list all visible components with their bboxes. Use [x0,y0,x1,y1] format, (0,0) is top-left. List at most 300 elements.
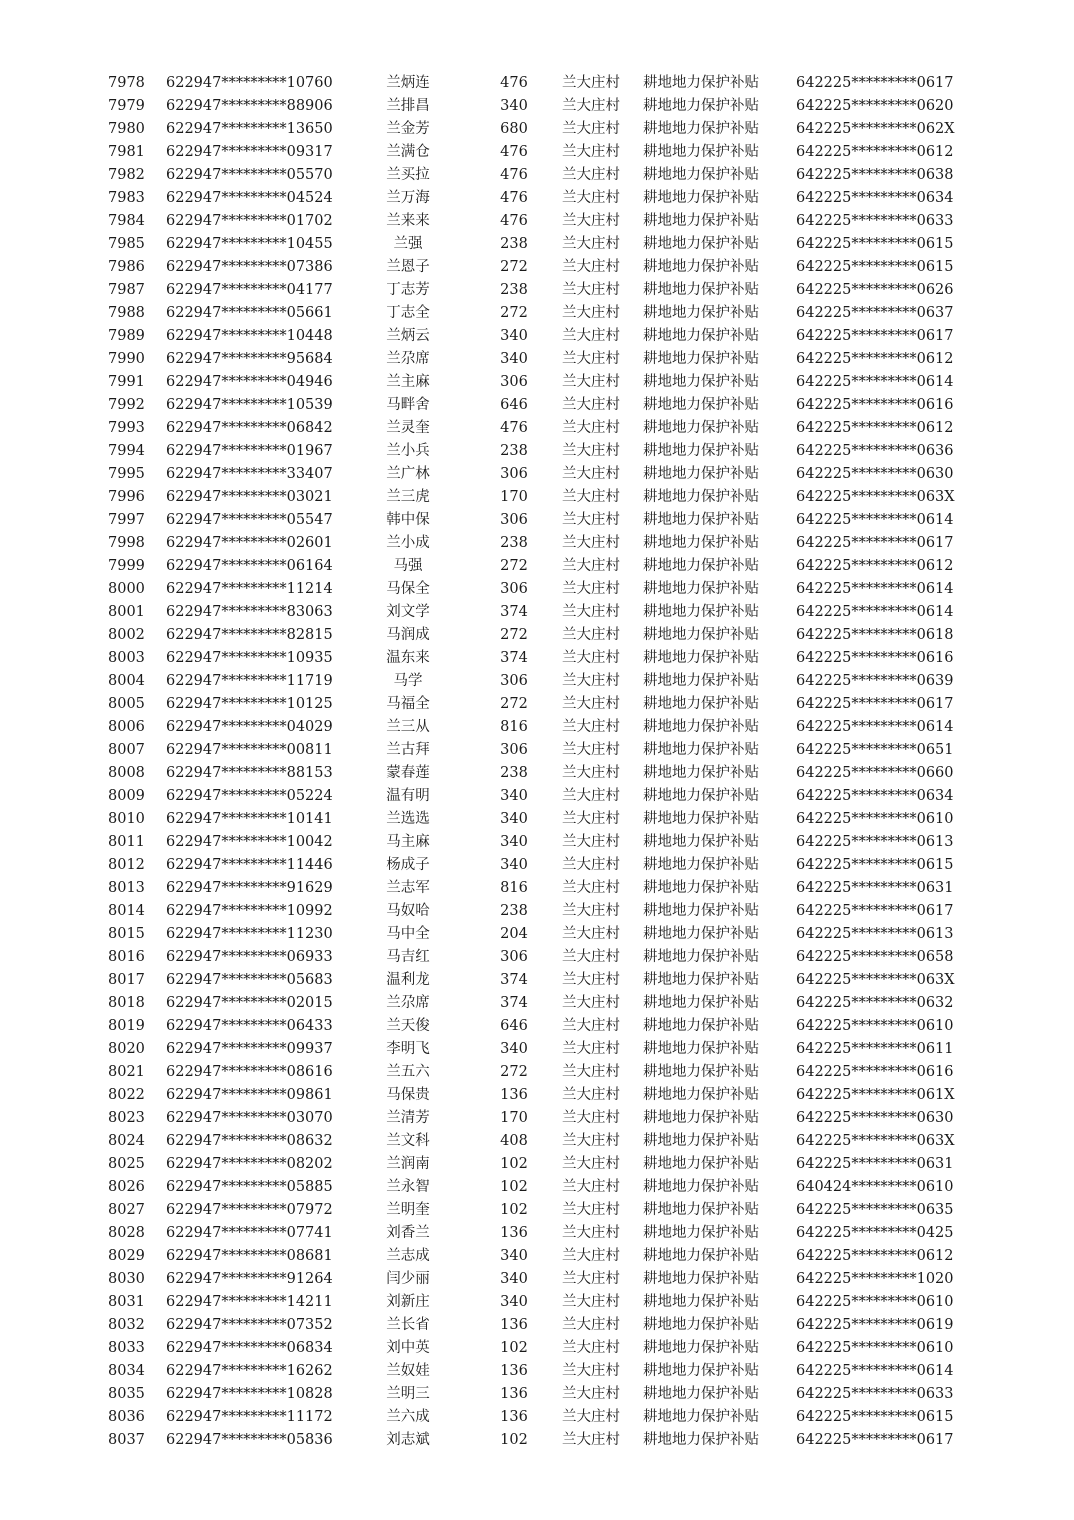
village-name: 兰大庄村 [562,236,620,252]
subsidy-type: 耕地地力保护补贴 [643,1179,759,1195]
row-number: 8009 [108,788,145,804]
id-number: 642225*********0616 [796,1064,954,1080]
subsidy-type: 耕地地力保护补贴 [643,466,759,482]
subsidy-amount: 272 [500,259,528,275]
table-row [0,302,1074,325]
id-number: 642225*********0610 [796,811,954,827]
table-row [0,1176,1074,1199]
subsidy-amount: 340 [500,1041,528,1057]
village-name: 兰大庄村 [562,949,620,965]
subsidy-amount: 306 [500,742,528,758]
id-number: 642225*********0635 [796,1202,954,1218]
person-name: 兰三虎 [386,489,430,505]
village-name: 兰大庄村 [562,489,620,505]
subsidy-type: 耕地地力保护补贴 [643,1156,759,1172]
person-name: 温有明 [386,788,430,804]
row-number: 7989 [108,328,145,344]
account-number: 622947*********95684 [166,351,333,367]
subsidy-type: 耕地地力保护补贴 [643,627,759,643]
village-name: 兰大庄村 [562,121,620,137]
id-number: 642225*********061X [796,1087,955,1103]
id-number: 642225*********0612 [796,1248,954,1264]
id-number: 642225*********0631 [796,880,954,896]
subsidy-amount: 374 [500,995,528,1011]
subsidy-list-table [0,72,1074,1452]
account-number: 622947*********04524 [166,190,333,206]
row-number: 8017 [108,972,145,988]
subsidy-type: 耕地地力保护补贴 [643,558,759,574]
village-name: 兰大庄村 [562,328,620,344]
table-row [0,739,1074,762]
subsidy-amount: 374 [500,604,528,620]
table-row [0,1199,1074,1222]
person-name: 刘志斌 [386,1432,430,1448]
subsidy-type: 耕地地力保护补贴 [643,903,759,919]
row-number: 8015 [108,926,145,942]
subsidy-type: 耕地地力保护补贴 [643,811,759,827]
person-name: 兰志军 [386,880,430,896]
subsidy-amount: 340 [500,857,528,873]
subsidy-type: 耕地地力保护补贴 [643,926,759,942]
village-name: 兰大庄村 [562,1294,620,1310]
table-row [0,532,1074,555]
table-row [0,440,1074,463]
account-number: 622947*********10042 [166,834,333,850]
id-number: 642225*********0639 [796,673,954,689]
account-number: 622947*********10141 [166,811,333,827]
subsidy-type: 耕地地力保护补贴 [643,1018,759,1034]
subsidy-type: 耕地地力保护补贴 [643,397,759,413]
person-name: 兰小兵 [386,443,430,459]
subsidy-type: 耕地地力保护补贴 [643,98,759,114]
village-name: 兰大庄村 [562,1248,620,1264]
account-number: 622947*********06834 [166,1340,333,1356]
subsidy-amount: 340 [500,1248,528,1264]
row-number: 8021 [108,1064,145,1080]
person-name: 兰明三 [386,1386,430,1402]
subsidy-type: 耕地地力保护补贴 [643,328,759,344]
person-name: 兰炳连 [386,75,430,91]
table-row [0,1383,1074,1406]
id-number: 642225*********0617 [796,903,954,919]
id-number: 642225*********0633 [796,213,954,229]
table-row [0,1038,1074,1061]
row-number: 7985 [108,236,145,252]
id-number: 642225*********0660 [796,765,954,781]
table-row [0,417,1074,440]
table-row [0,555,1074,578]
subsidy-amount: 204 [500,926,528,942]
id-number: 642225*********0610 [796,1294,954,1310]
row-number: 8023 [108,1110,145,1126]
table-row [0,578,1074,601]
person-name: 马学 [393,673,423,689]
subsidy-amount: 306 [500,512,528,528]
subsidy-amount: 170 [500,1110,528,1126]
table-row [0,624,1074,647]
account-number: 622947*********88153 [166,765,333,781]
account-number: 622947*********09937 [166,1041,333,1057]
village-name: 兰大庄村 [562,397,620,413]
person-name: 兰三从 [386,719,430,735]
account-number: 622947*********01967 [166,443,333,459]
id-number: 642225*********0658 [796,949,954,965]
id-number: 642225*********1020 [796,1271,954,1287]
account-number: 622947*********04029 [166,719,333,735]
row-number: 8036 [108,1409,145,1425]
village-name: 兰大庄村 [562,1225,620,1241]
person-name: 兰小成 [386,535,430,551]
subsidy-amount: 306 [500,581,528,597]
village-name: 兰大庄村 [562,535,620,551]
id-number: 642225*********0612 [796,144,954,160]
person-name: 兰润南 [386,1156,430,1172]
row-number: 8020 [108,1041,145,1057]
row-number: 8002 [108,627,145,643]
account-number: 622947*********06842 [166,420,333,436]
person-name: 温利龙 [386,972,430,988]
person-name: 兰尕席 [386,995,430,1011]
subsidy-type: 耕地地力保护补贴 [643,351,759,367]
person-name: 兰灵奎 [386,420,430,436]
village-name: 兰大庄村 [562,1386,620,1402]
account-number: 622947*********14211 [166,1294,333,1310]
table-row [0,877,1074,900]
person-name: 刘香兰 [386,1225,430,1241]
account-number: 622947*********05885 [166,1179,333,1195]
account-number: 622947*********03021 [166,489,333,505]
person-name: 温东来 [386,650,430,666]
account-number: 622947*********91264 [166,1271,333,1287]
row-number: 8025 [108,1156,145,1172]
subsidy-amount: 102 [500,1156,528,1172]
subsidy-amount: 272 [500,627,528,643]
row-number: 8026 [108,1179,145,1195]
account-number: 622947*********16262 [166,1363,333,1379]
row-number: 7987 [108,282,145,298]
person-name: 刘文学 [386,604,430,620]
person-name: 兰六成 [386,1409,430,1425]
table-row [0,1337,1074,1360]
row-number: 8012 [108,857,145,873]
person-name: 兰长省 [386,1317,430,1333]
village-name: 兰大庄村 [562,673,620,689]
subsidy-type: 耕地地力保护补贴 [643,972,759,988]
row-number: 8031 [108,1294,145,1310]
account-number: 622947*********07352 [166,1317,333,1333]
table-row [0,1107,1074,1130]
account-number: 622947*********05836 [166,1432,333,1448]
table-row [0,509,1074,532]
row-number: 7996 [108,489,145,505]
table-row [0,670,1074,693]
id-number: 642225*********0634 [796,190,954,206]
id-number: 642225*********0614 [796,604,954,620]
table-row [0,854,1074,877]
village-name: 兰大庄村 [562,190,620,206]
subsidy-type: 耕地地力保护补贴 [643,489,759,505]
person-name: 兰排昌 [386,98,430,114]
table-row [0,716,1074,739]
subsidy-amount: 476 [500,190,528,206]
id-number: 642225*********0636 [796,443,954,459]
subsidy-type: 耕地地力保护补贴 [643,696,759,712]
table-row [0,1360,1074,1383]
account-number: 622947*********06933 [166,949,333,965]
village-name: 兰大庄村 [562,742,620,758]
village-name: 兰大庄村 [562,604,620,620]
row-number: 8033 [108,1340,145,1356]
person-name: 兰广林 [386,466,430,482]
table-row [0,923,1074,946]
village-name: 兰大庄村 [562,1156,620,1172]
row-number: 8029 [108,1248,145,1264]
subsidy-amount: 374 [500,650,528,666]
subsidy-amount: 272 [500,696,528,712]
subsidy-type: 耕地地力保护补贴 [643,1064,759,1080]
subsidy-type: 耕地地力保护补贴 [643,1248,759,1264]
subsidy-amount: 646 [500,1018,528,1034]
person-name: 马吉红 [386,949,430,965]
person-name: 闫少丽 [386,1271,430,1287]
id-number: 642225*********0631 [796,1156,954,1172]
row-number: 7997 [108,512,145,528]
person-name: 兰炳云 [386,328,430,344]
account-number: 622947*********08681 [166,1248,333,1264]
person-name: 马强 [393,558,423,574]
id-number: 642225*********0620 [796,98,954,114]
subsidy-type: 耕地地力保护补贴 [643,880,759,896]
subsidy-amount: 408 [500,1133,528,1149]
id-number: 642225*********0617 [796,1432,954,1448]
person-name: 兰选选 [386,811,430,827]
subsidy-type: 耕地地力保护补贴 [643,121,759,137]
person-name: 韩中保 [386,512,430,528]
subsidy-type: 耕地地力保护补贴 [643,1317,759,1333]
subsidy-type: 耕地地力保护补贴 [643,742,759,758]
subsidy-type: 耕地地力保护补贴 [643,213,759,229]
subsidy-amount: 238 [500,443,528,459]
subsidy-amount: 306 [500,466,528,482]
account-number: 622947*********82815 [166,627,333,643]
account-number: 622947*********11446 [166,857,333,873]
row-number: 8003 [108,650,145,666]
account-number: 622947*********05570 [166,167,333,183]
id-number: 642225*********0630 [796,1110,954,1126]
account-number: 622947*********01702 [166,213,333,229]
subsidy-type: 耕地地力保护补贴 [643,1363,759,1379]
subsidy-amount: 680 [500,121,528,137]
subsidy-type: 耕地地力保护补贴 [643,259,759,275]
account-number: 622947*********83063 [166,604,333,620]
person-name: 丁志芳 [386,282,430,298]
subsidy-type: 耕地地力保护补贴 [643,1133,759,1149]
account-number: 622947*********11172 [166,1409,333,1425]
village-name: 兰大庄村 [562,351,620,367]
subsidy-type: 耕地地力保护补贴 [643,719,759,735]
village-name: 兰大庄村 [562,420,620,436]
row-number: 7988 [108,305,145,321]
id-number: 642225*********0617 [796,696,954,712]
subsidy-amount: 102 [500,1202,528,1218]
village-name: 兰大庄村 [562,811,620,827]
table-row [0,1061,1074,1084]
person-name: 刘新庄 [386,1294,430,1310]
id-number: 642225*********0617 [796,75,954,91]
id-number: 642225*********0614 [796,1363,954,1379]
subsidy-amount: 340 [500,834,528,850]
village-name: 兰大庄村 [562,1179,620,1195]
row-number: 8035 [108,1386,145,1402]
id-number: 642225*********0615 [796,236,954,252]
id-number: 642225*********0633 [796,1386,954,1402]
id-number: 642225*********0610 [796,1340,954,1356]
subsidy-type: 耕地地力保护补贴 [643,1087,759,1103]
village-name: 兰大庄村 [562,1432,620,1448]
table-row [0,210,1074,233]
account-number: 622947*********08202 [166,1156,333,1172]
account-number: 622947*********04177 [166,282,333,298]
subsidy-amount: 306 [500,673,528,689]
table-row [0,969,1074,992]
row-number: 7986 [108,259,145,275]
subsidy-amount: 238 [500,236,528,252]
account-number: 622947*********03070 [166,1110,333,1126]
subsidy-amount: 102 [500,1179,528,1195]
subsidy-amount: 272 [500,558,528,574]
account-number: 622947*********11214 [166,581,333,597]
table-row [0,785,1074,808]
row-number: 7994 [108,443,145,459]
village-name: 兰大庄村 [562,443,620,459]
subsidy-amount: 272 [500,305,528,321]
village-name: 兰大庄村 [562,1018,620,1034]
village-name: 兰大庄村 [562,1064,620,1080]
village-name: 兰大庄村 [562,259,620,275]
id-number: 642225*********0634 [796,788,954,804]
table-row [0,693,1074,716]
table-row [0,1314,1074,1337]
account-number: 622947*********10448 [166,328,333,344]
id-number: 642225*********0615 [796,857,954,873]
village-name: 兰大庄村 [562,719,620,735]
account-number: 622947*********07972 [166,1202,333,1218]
subsidy-type: 耕地地力保护补贴 [643,374,759,390]
village-name: 兰大庄村 [562,1363,620,1379]
subsidy-amount: 476 [500,167,528,183]
village-name: 兰大庄村 [562,903,620,919]
row-number: 7982 [108,167,145,183]
row-number: 7981 [108,144,145,160]
village-name: 兰大庄村 [562,880,620,896]
id-number: 642225*********063X [796,972,955,988]
table-row [0,1406,1074,1429]
id-number: 642225*********0637 [796,305,954,321]
row-number: 8000 [108,581,145,597]
id-number: 642225*********0615 [796,259,954,275]
subsidy-type: 耕地地力保护补贴 [643,1432,759,1448]
person-name: 兰金芳 [386,121,430,137]
subsidy-type: 耕地地力保护补贴 [643,535,759,551]
table-row [0,900,1074,923]
id-number: 642225*********062X [796,121,955,137]
village-name: 兰大庄村 [562,512,620,528]
subsidy-type: 耕地地力保护补贴 [643,1225,759,1241]
row-number: 7995 [108,466,145,482]
id-number: 642225*********0613 [796,834,954,850]
row-number: 8007 [108,742,145,758]
person-name: 马保全 [386,581,430,597]
account-number: 622947*********09861 [166,1087,333,1103]
subsidy-amount: 136 [500,1409,528,1425]
account-number: 622947*********09317 [166,144,333,160]
account-number: 622947*********10539 [166,397,333,413]
row-number: 7980 [108,121,145,137]
village-name: 兰大庄村 [562,1133,620,1149]
subsidy-type: 耕地地力保护补贴 [643,1202,759,1218]
table-row [0,992,1074,1015]
subsidy-type: 耕地地力保护补贴 [643,1110,759,1126]
table-row [0,1153,1074,1176]
id-number: 642225*********0612 [796,420,954,436]
table-row [0,233,1074,256]
table-row [0,946,1074,969]
id-number: 642225*********0638 [796,167,954,183]
village-name: 兰大庄村 [562,282,620,298]
table-row [0,1245,1074,1268]
account-number: 622947*********33407 [166,466,333,482]
subsidy-type: 耕地地力保护补贴 [643,443,759,459]
subsidy-type: 耕地地力保护补贴 [643,1386,759,1402]
subsidy-type: 耕地地力保护补贴 [643,949,759,965]
table-row [0,1268,1074,1291]
subsidy-type: 耕地地力保护补贴 [643,512,759,528]
row-number: 8024 [108,1133,145,1149]
person-name: 马中全 [386,926,430,942]
id-number: 642225*********0618 [796,627,954,643]
row-number: 8027 [108,1202,145,1218]
subsidy-amount: 136 [500,1363,528,1379]
account-number: 622947*********04946 [166,374,333,390]
person-name: 马畔舍 [386,397,430,413]
table-row [0,348,1074,371]
village-name: 兰大庄村 [562,972,620,988]
person-name: 马福全 [386,696,430,712]
subsidy-type: 耕地地力保护补贴 [643,236,759,252]
subsidy-amount: 170 [500,489,528,505]
id-number: 642225*********0612 [796,351,954,367]
subsidy-amount: 340 [500,1271,528,1287]
person-name: 兰清芳 [386,1110,430,1126]
person-name: 兰永智 [386,1179,430,1195]
account-number: 622947*********10125 [166,696,333,712]
subsidy-amount: 102 [500,1432,528,1448]
account-number: 622947*********07741 [166,1225,333,1241]
id-number: 642225*********063X [796,1133,955,1149]
village-name: 兰大庄村 [562,696,620,712]
person-name: 兰文科 [386,1133,430,1149]
subsidy-type: 耕地地力保护补贴 [643,167,759,183]
table-row [0,187,1074,210]
subsidy-type: 耕地地力保护补贴 [643,282,759,298]
village-name: 兰大庄村 [562,98,620,114]
id-number: 642225*********0617 [796,328,954,344]
village-name: 兰大庄村 [562,788,620,804]
person-name: 兰明奎 [386,1202,430,1218]
id-number: 642225*********0630 [796,466,954,482]
village-name: 兰大庄村 [562,213,620,229]
account-number: 622947*********05661 [166,305,333,321]
